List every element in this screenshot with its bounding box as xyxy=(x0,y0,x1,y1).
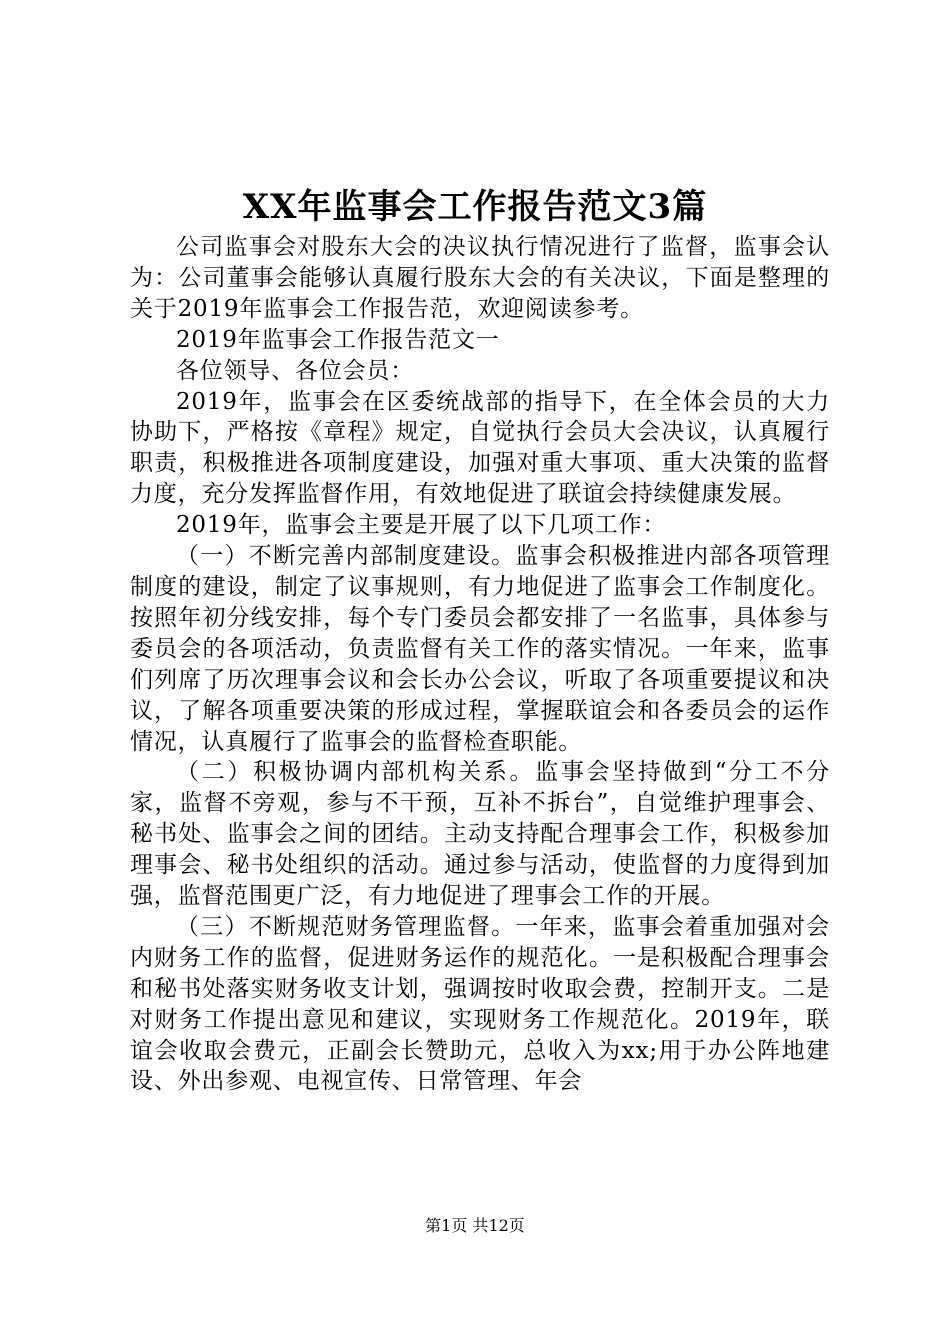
paragraph-salutation: 各位领导、各位会员： xyxy=(176,357,414,384)
paragraph-intro: 公司监事会对股东大会的决议执行情况进行了监督，监事会认为：公司董事会能够认真履行股东大会的有关决议，下面是整理的关于2019年监事会工作报告范，欢迎阅读参考。 xyxy=(130,234,830,322)
paragraph-section-heading: 2019年监事会工作报告范文一 xyxy=(176,326,500,353)
paragraph-item-3: （三）不断规范财务管理监督。一年来，监事会着重加强对会内财务工作的监督，促进财务运作的规范化。一是积极配合理事会和秘书处落实财务收支计划，强调按时收取会费，控制开支。二是对财务工作提出意见和建议，实现财务工作规范化。2019年，联谊会收取会费元，正副会长赞助元，总收入为xx;用于办公阵地建设、外出参观、电视宣传、日常管理、年会 xyxy=(130,913,830,1095)
paragraph-item-1: （一）不断完善内部制度建设。监事会积极推进内部各项管理制度的建设，制定了议事规则，有力地促进了监事会工作制度化。按照年初分线安排，每个专门委员会都安排了一名监事，具体参与委员会的各项活动，负责监督有关工作的落实情况。一年来，监事们列席了历次理事会议和会长办公会议，听取了各项重要提议和决议，了解各项重要决策的形成过程，掌握联谊会和各委员会的运作情况，认真履行了监事会的监督检查职能。 xyxy=(130,543,830,755)
paragraph-item-2: （二）积极协调内部机构关系。监事会坚持做到“分工不分家，监督不旁观，参与不干预，互补不拆台”，自觉维护理事会、秘书处、监事会之间的团结。主动支持配合理事会工作，积极参加理事会、秘书处组织的活动。通过参与活动，使监督的力度得到加强，监督范围更广泛，有力地促进了理事会工作的开展。 xyxy=(130,759,830,910)
document-title: XX年监事会工作报告范文3篇 xyxy=(242,187,708,227)
document-body xyxy=(130,232,830,1097)
paragraph-overview: 2019年，监事会在区委统战部的指导下，在全体会员的大力协助下，严格按《章程》规定，自觉执行会员大会决议，认真履行职责，积极推进各项制度建设，加强对重大事项、重大决策的监督力度，充分发挥监督作用，有效地促进了联谊会持续健康发展。 xyxy=(130,388,830,508)
page-footer: 第1页 共12页 xyxy=(425,1216,525,1235)
paragraph-work-intro: 2019年，监事会主要是开展了以下几项工作： xyxy=(176,512,667,539)
